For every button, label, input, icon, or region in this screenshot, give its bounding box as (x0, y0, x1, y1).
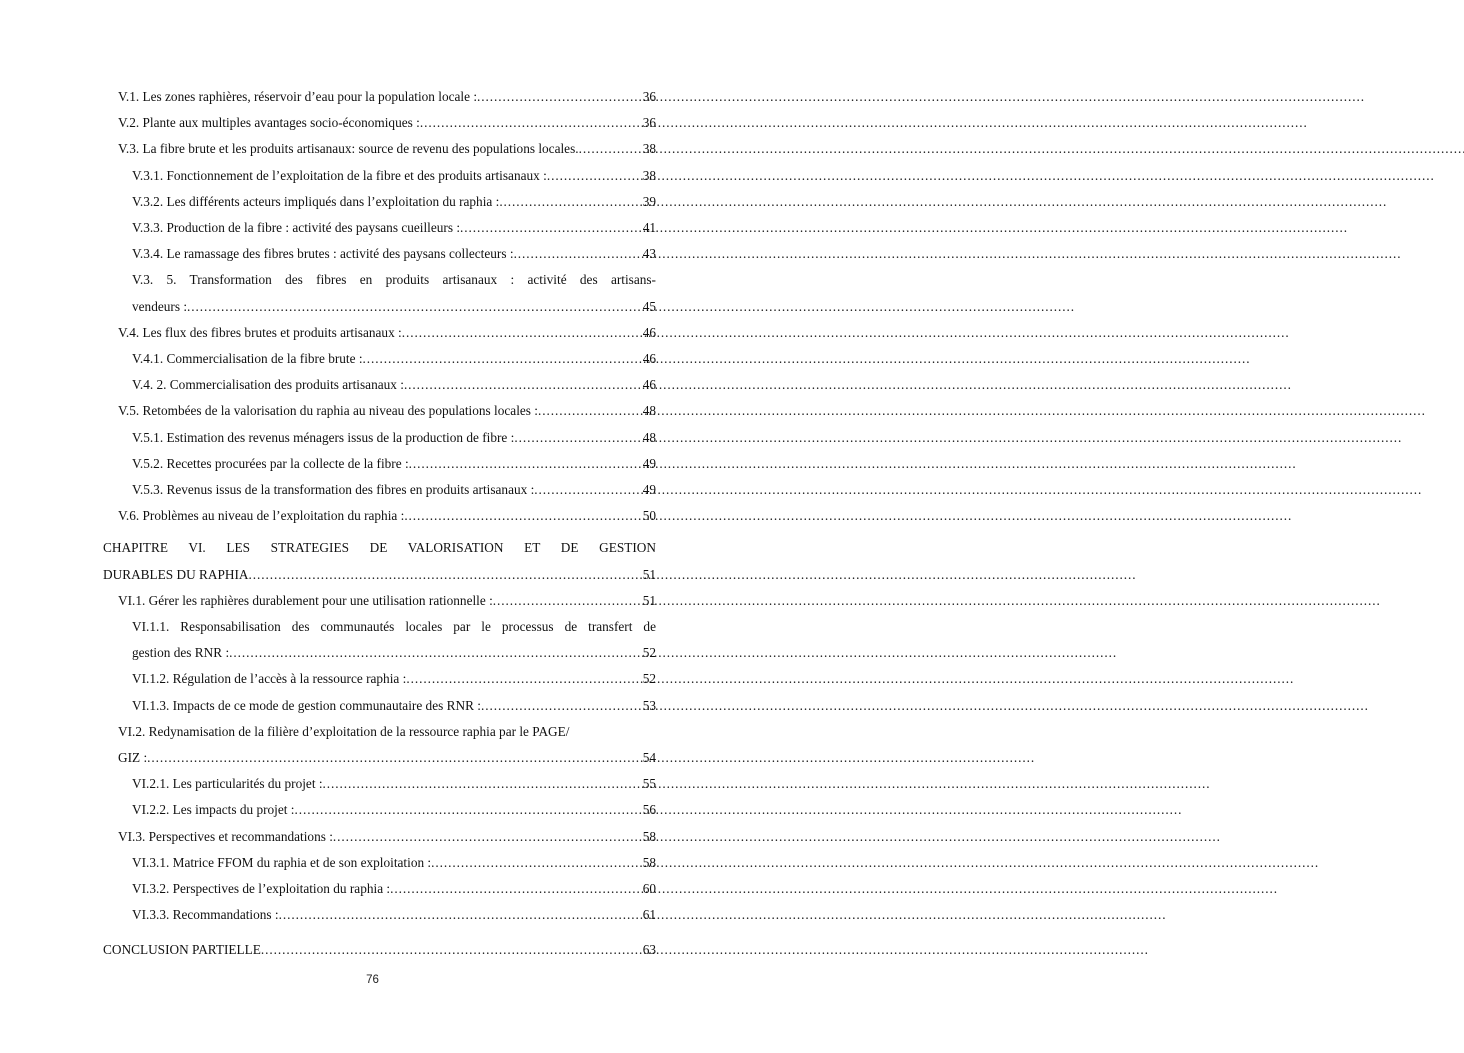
toc-entry-title: V.6. Problèmes au niveau de l’exploitation du raphia : (118, 508, 405, 524)
toc-entry-page: 38 (642, 167, 656, 183)
toc-leader (294, 797, 641, 823)
toc-entry-page: 36 (642, 115, 656, 131)
toc-entry[interactable] (118, 84, 656, 110)
toc-leader (420, 110, 642, 136)
toc-leader (404, 503, 641, 529)
toc-leader (431, 850, 642, 876)
toc-leader (514, 425, 641, 451)
toc-leader (229, 640, 642, 666)
toc-leader (579, 136, 642, 162)
table-of-contents (103, 84, 656, 963)
toc-entry[interactable] (132, 902, 656, 928)
toc-entry[interactable] (132, 425, 656, 451)
toc-entry-page: 51 (642, 566, 656, 582)
toc-entry[interactable] (132, 797, 656, 823)
toc-entry-page: 49 (642, 482, 656, 498)
toc-entry-title: V.5.1. Estimation des revenus ménagers issus de la production de fibre : (132, 429, 515, 445)
toc-leader (402, 320, 642, 346)
toc-entry-page: 51 (642, 592, 656, 608)
toc-leader (477, 84, 642, 110)
toc-entry[interactable] (132, 451, 656, 477)
toc-entry-title-line1: VI.2. Redynamisation de la filière d’exploitation de la ressource raphia par le PAGE/ (118, 723, 570, 739)
toc-leader (460, 215, 642, 241)
toc-leader (363, 346, 642, 372)
toc-entry-title: V.3.1. Fonctionnement de l’exploitation de la fibre et des produits artisanaux : (132, 167, 547, 183)
toc-leader (333, 824, 642, 850)
toc-entry[interactable] (118, 588, 656, 614)
toc-entry-page: 49 (642, 455, 656, 471)
toc-entry-title: V.4. Les flux des fibres brutes et produits artisanaux : (118, 324, 402, 340)
toc-entry-page: 46 (642, 351, 656, 367)
toc-leader (499, 189, 641, 215)
toc-entry[interactable] (132, 666, 656, 692)
toc-entry-page: 39 (642, 193, 656, 209)
toc-entry[interactable] (132, 614, 656, 666)
toc-entry-title: V.3.3. Production de la fibre : activité des paysans cueilleurs : (132, 220, 461, 236)
toc-entry-page: 43 (642, 246, 656, 262)
toc-entry-page: 58 (642, 854, 656, 870)
toc-entry[interactable] (132, 693, 656, 719)
toc-entry-page: 41 (642, 220, 656, 236)
toc-entry[interactable] (118, 136, 656, 162)
toc-entry-title: V.3.4. Le ramassage des fibres brutes : activité des paysans collecteurs : (132, 246, 514, 262)
toc-entry[interactable] (132, 189, 656, 215)
toc-entry-page: 56 (642, 802, 656, 818)
toc-entry-title: VI.1.2. Régulation de l’accès à la ressource raphia : (132, 671, 407, 687)
toc-entry[interactable] (118, 824, 656, 850)
toc-entry-page: 46 (642, 377, 656, 393)
toc-entry[interactable] (132, 372, 656, 398)
toc-entry[interactable] (132, 267, 656, 319)
toc-leader (547, 163, 642, 189)
toc-entry-page: 60 (642, 881, 656, 897)
toc-entry-page: 36 (642, 89, 656, 104)
toc-leader (323, 771, 642, 797)
page-number: 76 (366, 974, 379, 986)
toc-entry-title: VI.1.3. Impacts de ce mode de gestion communautaire des RNR : (132, 697, 481, 713)
toc-entry-title-line2: vendeurs : (132, 298, 188, 314)
toc-entry-title: V.4. 2. Commercialisation des produits artisanaux : (132, 377, 404, 393)
toc-entry-page: 38 (642, 141, 656, 157)
toc-entry-page: 55 (642, 776, 656, 792)
toc-entry-page: 53 (642, 697, 656, 713)
toc-entry-title: VI.2.2. Les impacts du projet : (132, 802, 295, 818)
toc-leader (261, 937, 642, 963)
toc-entry-title: V.1. Les zones raphières, réservoir d’eau pour la population locale : (118, 89, 478, 104)
toc-entry[interactable] (118, 398, 656, 424)
toc-entry[interactable] (118, 503, 656, 529)
toc-entry-page: 48 (642, 403, 656, 419)
toc-leader (534, 477, 641, 503)
toc-entry-title: V.5. Retombées de la valorisation du raphia au niveau des populations locales : (118, 403, 538, 419)
toc-entry-page: 50 (642, 508, 656, 524)
toc-leader (390, 876, 642, 902)
toc-entry-title: VI.3.1. Matrice FFOM du raphia et de son exploitation : (132, 854, 432, 870)
toc-leader (279, 902, 642, 928)
toc-entry-title-line1: V.3. 5. Transformation des fibres en produits artisanaux : activité des artisans- (132, 272, 656, 288)
toc-entry-title-line2: gestion des RNR : (132, 645, 230, 661)
toc-entry[interactable] (132, 346, 656, 372)
toc-entry-page: 46 (642, 324, 656, 340)
toc-leader (249, 562, 642, 588)
toc-entry-title: VI.3. Perspectives et recommandations : (118, 828, 333, 844)
toc-entry-title-line1: VI.1.1. Responsabilisation des communautés locales par le processus de transfert de (132, 619, 656, 635)
toc-entry-title: VI.3.3. Recommandations : (132, 907, 279, 923)
toc-entry[interactable] (132, 850, 656, 876)
toc-entry[interactable] (118, 110, 656, 136)
toc-leader (493, 588, 642, 614)
toc-entry-title: VI.2.1. Les particularités du projet : (132, 776, 323, 792)
toc-entry[interactable] (132, 771, 656, 797)
toc-leader (406, 666, 641, 692)
toc-entry[interactable] (132, 876, 656, 902)
toc-entry-title: CONCLUSION PARTIELLE (103, 941, 261, 957)
toc-entry-page: 45 (642, 298, 656, 314)
toc-entry[interactable] (132, 163, 656, 189)
toc-entry-title: VI.3.2. Perspectives de l’exploitation du raphia : (132, 881, 391, 897)
toc-entry-title-line2: GIZ : (118, 750, 148, 766)
toc-entry-title: V.4.1. Commercialisation de la fibre brute : (132, 351, 363, 367)
toc-entry[interactable] (132, 215, 656, 241)
toc-chapter-title-line2: DURABLES DU RAPHIA (103, 566, 249, 582)
toc-leader (409, 451, 642, 477)
toc-entry-page: 48 (642, 429, 656, 445)
toc-entry-title: V.5.2. Recettes procurées par la collecte de la fibre : (132, 455, 409, 471)
toc-entry-page: 52 (642, 671, 656, 687)
toc-entry[interactable] (118, 320, 656, 346)
toc-entry-page: 63 (642, 941, 656, 957)
toc-leader (514, 241, 642, 267)
toc-chapter-title-line1: CHAPITRE VI. LES STRATEGIES DE VALORISATION ET DE GESTION (103, 540, 656, 556)
toc-entry-title: V.5.3. Revenus issus de la transformation des fibres en produits artisanaux : (132, 482, 535, 498)
toc-entry-page: 54 (642, 750, 656, 766)
toc-entry[interactable] (132, 477, 656, 503)
toc-entry-title: V.3.2. Les différents acteurs impliqués dans l’exploitation du raphia : (132, 193, 500, 209)
toc-leader (404, 372, 642, 398)
toc-entry[interactable] (132, 241, 656, 267)
toc-entry-title: V.3. La fibre brute et les produits artisanaux: source de revenu des populations locales. (118, 141, 579, 157)
toc-conclusion-entry[interactable] (103, 937, 656, 963)
toc-leader (538, 398, 642, 424)
toc-entry-page: 58 (642, 828, 656, 844)
toc-entry[interactable] (118, 719, 656, 771)
toc-entry-page: 61 (642, 907, 656, 923)
toc-entry-page: 52 (642, 645, 656, 661)
toc-leader (147, 745, 642, 771)
toc-chapter-entry[interactable] (103, 535, 656, 587)
toc-leader (481, 693, 642, 719)
toc-leader (187, 294, 642, 320)
toc-entry-title: VI.1. Gérer les raphières durablement pour une utilisation rationnelle : (118, 592, 493, 608)
toc-entry-title: V.2. Plante aux multiples avantages socio-économiques : (118, 115, 420, 131)
